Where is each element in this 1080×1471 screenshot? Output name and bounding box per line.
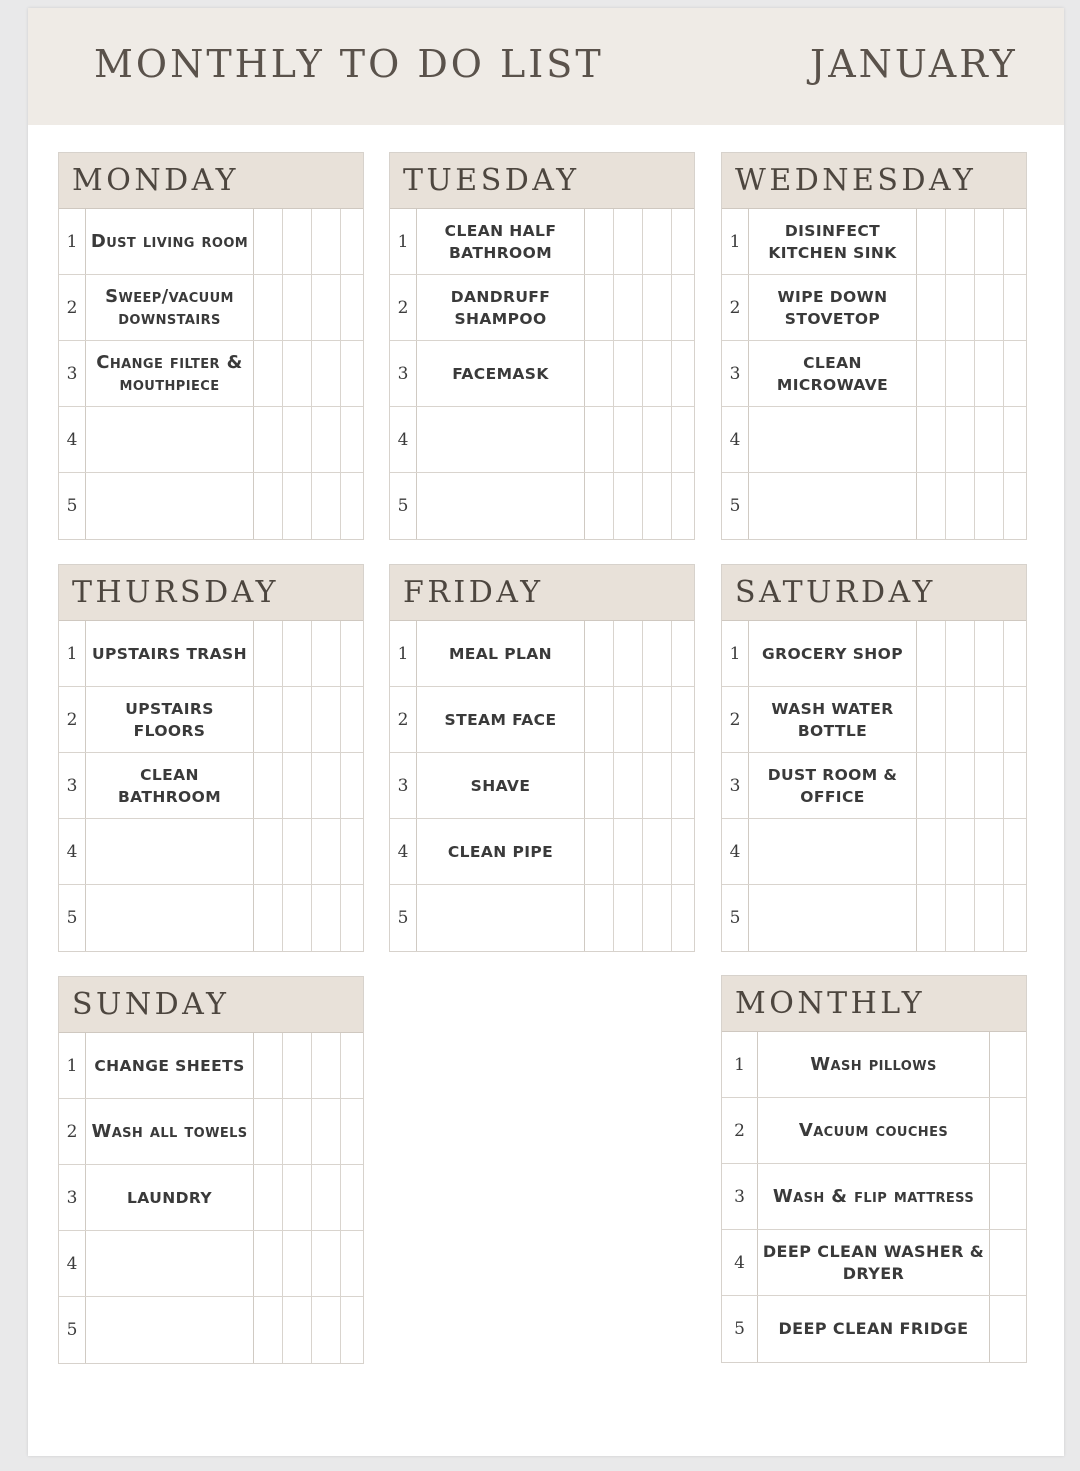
task-row — [390, 621, 694, 687]
row-number: 5 — [722, 473, 749, 539]
checkbox-cell[interactable] — [341, 885, 369, 951]
day-title: FRIDAY — [390, 565, 694, 621]
checkbox-cell[interactable] — [917, 885, 946, 951]
checkbox-cell[interactable] — [1004, 407, 1032, 472]
checkbox-cell[interactable] — [643, 819, 672, 884]
row-number: 1 — [59, 621, 86, 686]
checkbox-cell[interactable] — [917, 819, 946, 884]
checkbox-cell[interactable] — [1004, 621, 1032, 686]
row-number: 2 — [59, 687, 86, 752]
checkbox-cell[interactable] — [341, 341, 369, 406]
task-cell[interactable] — [749, 885, 917, 951]
task-cell[interactable]: GROCERY SHOP — [749, 621, 917, 686]
planner-page — [28, 8, 1064, 1456]
checkbox-cell[interactable] — [643, 473, 672, 539]
task-cell[interactable]: Wash pillows — [758, 1032, 990, 1097]
task-row — [390, 209, 694, 275]
task-row — [59, 621, 363, 687]
task-cell[interactable]: Wash all towels — [86, 1099, 254, 1164]
row-number: 1 — [390, 209, 417, 274]
task-cell[interactable]: Change filter & mouthpiece — [86, 341, 254, 406]
task-cell[interactable] — [749, 407, 917, 472]
checkbox-cell[interactable] — [975, 753, 1004, 818]
checkbox-cell[interactable] — [585, 687, 614, 752]
checkbox-cell[interactable] — [643, 885, 672, 951]
row-number: 3 — [722, 753, 749, 818]
day-title: SATURDAY — [722, 565, 1026, 621]
day-title: MONDAY — [59, 153, 363, 209]
task-cell[interactable] — [417, 407, 585, 472]
checkbox-cell[interactable] — [975, 473, 1004, 539]
checkbox-cell[interactable] — [341, 1033, 369, 1098]
task-row — [390, 687, 694, 753]
task-row — [722, 1230, 1026, 1296]
day-title: TUESDAY — [390, 153, 694, 209]
task-row — [390, 341, 694, 407]
day-card-sunday — [58, 976, 364, 1364]
checkbox-cell[interactable] — [341, 473, 369, 539]
checkbox-cell[interactable] — [672, 621, 700, 686]
checkbox-cell[interactable] — [585, 885, 614, 951]
task-row — [722, 621, 1026, 687]
page-title: MONTHLY TO DO LIST — [94, 42, 604, 86]
task-cell[interactable] — [417, 473, 585, 539]
checkbox-cell[interactable] — [917, 407, 946, 472]
task-cell[interactable] — [749, 819, 917, 884]
row-number: 5 — [59, 1297, 86, 1363]
task-row — [722, 687, 1026, 753]
checkbox-cell[interactable] — [990, 1032, 1027, 1097]
checkbox-cell[interactable] — [1004, 885, 1032, 951]
checkbox-cell[interactable] — [585, 341, 614, 406]
checkbox-cell[interactable] — [946, 621, 975, 686]
checkbox-cell[interactable] — [341, 1165, 369, 1230]
checkbox-cell[interactable] — [1004, 275, 1032, 340]
task-cell[interactable] — [86, 885, 254, 951]
checkbox-cell[interactable] — [254, 753, 283, 818]
task-cell[interactable]: Sweep/vacuum downstairs — [86, 275, 254, 340]
checkbox-cell[interactable] — [975, 275, 1004, 340]
row-number: 4 — [722, 1230, 758, 1295]
checkbox-cell[interactable] — [614, 819, 643, 884]
checkbox-cell[interactable] — [946, 407, 975, 472]
task-cell[interactable]: WASH WATER BOTTLE — [749, 687, 917, 752]
monthly-title: MONTHLY — [722, 976, 1026, 1032]
task-row — [59, 819, 363, 885]
row-number: 4 — [390, 407, 417, 472]
checkbox-cell[interactable] — [585, 621, 614, 686]
checkbox-cell[interactable] — [917, 621, 946, 686]
checkbox-cell[interactable] — [946, 819, 975, 884]
checkbox-cell[interactable] — [990, 1230, 1027, 1295]
task-row — [722, 1164, 1026, 1230]
checkbox-cell[interactable] — [585, 753, 614, 818]
task-row — [59, 275, 363, 341]
row-number: 2 — [59, 1099, 86, 1164]
row-number: 2 — [722, 687, 749, 752]
checkbox-cell[interactable] — [672, 275, 700, 340]
checkbox-cell[interactable] — [283, 621, 312, 686]
checkbox-cell[interactable] — [975, 209, 1004, 274]
checkbox-cell[interactable] — [312, 621, 341, 686]
checkbox-cell[interactable] — [254, 1165, 283, 1230]
checkbox-cell[interactable] — [341, 687, 369, 752]
task-cell[interactable]: Vacuum couches — [758, 1098, 990, 1163]
checkbox-cell[interactable] — [341, 819, 369, 884]
checkbox-cell[interactable] — [312, 1165, 341, 1230]
task-cell[interactable]: DUST ROOM & OFFICE — [749, 753, 917, 818]
checkbox-cell[interactable] — [643, 407, 672, 472]
row-number: 4 — [722, 407, 749, 472]
task-row — [390, 473, 694, 539]
checkbox-cell[interactable] — [614, 209, 643, 274]
task-row — [59, 687, 363, 753]
task-row — [390, 753, 694, 819]
checkbox-cell[interactable] — [946, 341, 975, 406]
checkbox-cell[interactable] — [283, 687, 312, 752]
checkbox-cell[interactable] — [254, 473, 283, 539]
checkbox-cell[interactable] — [614, 407, 643, 472]
task-cell[interactable]: CLEAN BATHROOM — [86, 753, 254, 818]
task-cell[interactable]: CLEAN HALF BATHROOM — [417, 209, 585, 274]
row-number: 3 — [59, 341, 86, 406]
task-row — [722, 473, 1026, 539]
task-row — [722, 1032, 1026, 1098]
day-card-thursday — [58, 564, 364, 952]
row-number: 3 — [722, 341, 749, 406]
task-row — [722, 1296, 1026, 1362]
row-number: 2 — [390, 275, 417, 340]
day-title: WEDNESDAY — [722, 153, 1026, 209]
checkbox-cell[interactable] — [283, 341, 312, 406]
checkbox-cell[interactable] — [312, 407, 341, 472]
checkbox-cell[interactable] — [917, 275, 946, 340]
month-label: JANUARY — [810, 42, 1018, 86]
row-number: 5 — [722, 885, 749, 951]
checkbox-cell[interactable] — [312, 885, 341, 951]
checkbox-cell[interactable] — [341, 1231, 369, 1296]
checkbox-cell[interactable] — [614, 341, 643, 406]
task-cell[interactable] — [749, 473, 917, 539]
checkbox-cell[interactable] — [254, 209, 283, 274]
task-cell[interactable]: FACEMASK — [417, 341, 585, 406]
row-number: 5 — [59, 885, 86, 951]
row-number: 3 — [390, 753, 417, 818]
checkbox-cell[interactable] — [946, 753, 975, 818]
checkbox-cell[interactable] — [312, 473, 341, 539]
task-cell[interactable] — [86, 1231, 254, 1296]
row-number: 3 — [59, 753, 86, 818]
checkbox-cell[interactable] — [1004, 473, 1032, 539]
checkbox-cell[interactable] — [283, 1165, 312, 1230]
checkbox-cell[interactable] — [614, 473, 643, 539]
checkbox-cell[interactable] — [254, 1231, 283, 1296]
checkbox-cell[interactable] — [614, 275, 643, 340]
row-number: 3 — [722, 1164, 758, 1229]
checkbox-cell[interactable] — [283, 1297, 312, 1363]
task-cell[interactable]: CHANGE SHEETS — [86, 1033, 254, 1098]
checkbox-cell[interactable] — [283, 407, 312, 472]
day-card-saturday — [721, 564, 1027, 952]
checkbox-cell[interactable] — [1004, 753, 1032, 818]
checkbox-cell[interactable] — [312, 753, 341, 818]
row-number: 3 — [59, 1165, 86, 1230]
checkbox-cell[interactable] — [1004, 687, 1032, 752]
checkbox-cell[interactable] — [312, 819, 341, 884]
checkbox-cell[interactable] — [975, 407, 1004, 472]
checkbox-cell[interactable] — [341, 753, 369, 818]
row-number: 3 — [390, 341, 417, 406]
checkbox-cell[interactable] — [254, 819, 283, 884]
task-row — [59, 473, 363, 539]
task-row — [59, 209, 363, 275]
row-number: 2 — [722, 275, 749, 340]
checkbox-cell[interactable] — [917, 209, 946, 274]
task-cell[interactable]: UPSTAIRS TRASH — [86, 621, 254, 686]
checkbox-cell[interactable] — [1004, 209, 1032, 274]
checkbox-cell[interactable] — [990, 1296, 1027, 1362]
task-cell[interactable]: Wash & flip mattress — [758, 1164, 990, 1229]
task-row — [59, 407, 363, 473]
checkbox-cell[interactable] — [283, 1033, 312, 1098]
task-row — [59, 1099, 363, 1165]
checkbox-cell[interactable] — [672, 885, 700, 951]
checkbox-cell[interactable] — [672, 687, 700, 752]
task-cell[interactable]: UPSTAIRS FLOORS — [86, 687, 254, 752]
checkbox-cell[interactable] — [254, 687, 283, 752]
task-row — [59, 341, 363, 407]
checkbox-cell[interactable] — [585, 819, 614, 884]
row-number: 1 — [722, 621, 749, 686]
task-row — [59, 1033, 363, 1099]
task-row — [722, 819, 1026, 885]
task-row — [722, 1098, 1026, 1164]
checkbox-cell[interactable] — [341, 621, 369, 686]
row-number: 1 — [722, 1032, 758, 1097]
task-cell[interactable] — [86, 819, 254, 884]
row-number: 4 — [722, 819, 749, 884]
task-cell[interactable] — [417, 885, 585, 951]
task-row — [722, 341, 1026, 407]
checkbox-cell[interactable] — [283, 819, 312, 884]
checkbox-cell[interactable] — [614, 753, 643, 818]
day-title: THURSDAY — [59, 565, 363, 621]
checkbox-cell[interactable] — [283, 753, 312, 818]
task-cell[interactable]: DEEP CLEAN FRIDGE — [758, 1296, 990, 1362]
checkbox-cell[interactable] — [312, 687, 341, 752]
checkbox-cell[interactable] — [341, 1297, 369, 1363]
task-row — [59, 753, 363, 819]
checkbox-cell[interactable] — [643, 621, 672, 686]
task-cell[interactable]: LAUNDRY — [86, 1165, 254, 1230]
checkbox-cell[interactable] — [672, 753, 700, 818]
task-row — [722, 885, 1026, 951]
task-cell[interactable]: CLEAN MICROWAVE — [749, 341, 917, 406]
task-cell[interactable]: DEEP CLEAN WASHER & DRYER — [758, 1230, 990, 1295]
task-cell[interactable]: DISINFECT KITCHEN SINK — [749, 209, 917, 274]
checkbox-cell[interactable] — [312, 341, 341, 406]
checkbox-cell[interactable] — [946, 473, 975, 539]
checkbox-cell[interactable] — [1004, 819, 1032, 884]
task-row — [390, 407, 694, 473]
row-number: 5 — [390, 885, 417, 951]
checkbox-cell[interactable] — [283, 209, 312, 274]
task-row — [722, 407, 1026, 473]
checkbox-cell[interactable] — [1004, 341, 1032, 406]
task-cell[interactable]: WIPE DOWN STOVETOP — [749, 275, 917, 340]
task-cell[interactable]: Dust living room — [86, 209, 254, 274]
checkbox-cell[interactable] — [341, 209, 369, 274]
checkbox-cell[interactable] — [254, 407, 283, 472]
checkbox-cell[interactable] — [254, 885, 283, 951]
checkbox-cell[interactable] — [254, 1099, 283, 1164]
checkbox-cell[interactable] — [312, 1099, 341, 1164]
checkbox-cell[interactable] — [946, 687, 975, 752]
day-card-friday — [389, 564, 695, 952]
checkbox-cell[interactable] — [990, 1164, 1027, 1229]
row-number: 2 — [722, 1098, 758, 1163]
checkbox-cell[interactable] — [254, 341, 283, 406]
checkbox-cell[interactable] — [643, 341, 672, 406]
checkbox-cell[interactable] — [643, 753, 672, 818]
checkbox-cell[interactable] — [341, 407, 369, 472]
day-title: SUNDAY — [59, 977, 363, 1033]
row-number: 4 — [390, 819, 417, 884]
checkbox-cell[interactable] — [585, 473, 614, 539]
task-cell[interactable] — [86, 407, 254, 472]
checkbox-cell[interactable] — [585, 209, 614, 274]
checkbox-cell[interactable] — [917, 753, 946, 818]
row-number: 4 — [59, 819, 86, 884]
checkbox-cell[interactable] — [672, 473, 700, 539]
row-number: 5 — [722, 1296, 758, 1362]
checkbox-cell[interactable] — [643, 275, 672, 340]
row-number: 1 — [59, 209, 86, 274]
row-number: 2 — [59, 275, 86, 340]
checkbox-cell[interactable] — [975, 687, 1004, 752]
checkbox-cell[interactable] — [585, 275, 614, 340]
row-number: 1 — [390, 621, 417, 686]
checkbox-cell[interactable] — [254, 1297, 283, 1363]
row-number: 1 — [59, 1033, 86, 1098]
checkbox-cell[interactable] — [614, 687, 643, 752]
title-banner — [28, 8, 1064, 125]
task-cell[interactable]: CLEAN PIPE — [417, 819, 585, 884]
checkbox-cell[interactable] — [312, 1231, 341, 1296]
checkbox-cell[interactable] — [254, 1033, 283, 1098]
checkbox-cell[interactable] — [283, 885, 312, 951]
checkbox-cell[interactable] — [672, 407, 700, 472]
task-row — [722, 209, 1026, 275]
checkbox-cell[interactable] — [312, 1297, 341, 1363]
row-number: 5 — [390, 473, 417, 539]
checkbox-cell[interactable] — [672, 341, 700, 406]
row-number: 2 — [390, 687, 417, 752]
checkbox-cell[interactable] — [917, 687, 946, 752]
task-row — [59, 1297, 363, 1363]
row-number: 5 — [59, 473, 86, 539]
checkbox-cell[interactable] — [975, 885, 1004, 951]
task-cell[interactable]: STEAM FACE — [417, 687, 585, 752]
task-row — [59, 1165, 363, 1231]
checkbox-cell[interactable] — [975, 819, 1004, 884]
day-card-monday — [58, 152, 364, 540]
checkbox-cell[interactable] — [283, 275, 312, 340]
task-row — [390, 819, 694, 885]
checkbox-cell[interactable] — [283, 1099, 312, 1164]
task-cell[interactable]: SHAVE — [417, 753, 585, 818]
task-row — [390, 885, 694, 951]
checkbox-cell[interactable] — [946, 209, 975, 274]
checkbox-cell[interactable] — [283, 473, 312, 539]
checkbox-cell[interactable] — [917, 341, 946, 406]
checkbox-cell[interactable] — [341, 275, 369, 340]
task-cell[interactable]: DANDRUFF SHAMPOO — [417, 275, 585, 340]
task-cell[interactable] — [86, 1297, 254, 1363]
checkbox-cell[interactable] — [643, 687, 672, 752]
checkbox-cell[interactable] — [341, 1099, 369, 1164]
task-row — [59, 885, 363, 951]
task-row — [390, 275, 694, 341]
checkbox-cell[interactable] — [672, 209, 700, 274]
checkbox-cell[interactable] — [975, 341, 1004, 406]
checkbox-cell[interactable] — [672, 819, 700, 884]
row-number: 4 — [59, 407, 86, 472]
row-number: 4 — [59, 1231, 86, 1296]
day-card-wednesday — [721, 152, 1027, 540]
task-cell[interactable]: MEAL PLAN — [417, 621, 585, 686]
checkbox-cell[interactable] — [254, 275, 283, 340]
checkbox-cell[interactable] — [946, 885, 975, 951]
checkbox-cell[interactable] — [254, 621, 283, 686]
day-card-tuesday — [389, 152, 695, 540]
row-number: 1 — [722, 209, 749, 274]
checkbox-cell[interactable] — [312, 1033, 341, 1098]
checkbox-cell[interactable] — [312, 275, 341, 340]
checkbox-cell[interactable] — [283, 1231, 312, 1296]
task-row — [722, 275, 1026, 341]
checkbox-cell[interactable] — [643, 209, 672, 274]
checkbox-cell[interactable] — [614, 621, 643, 686]
checkbox-cell[interactable] — [917, 473, 946, 539]
checkbox-cell[interactable] — [614, 885, 643, 951]
checkbox-cell[interactable] — [585, 407, 614, 472]
monthly-card — [721, 975, 1027, 1363]
checkbox-cell[interactable] — [975, 621, 1004, 686]
checkbox-cell[interactable] — [990, 1098, 1027, 1163]
task-row — [59, 1231, 363, 1297]
task-row — [722, 753, 1026, 819]
checkbox-cell[interactable] — [312, 209, 341, 274]
checkbox-cell[interactable] — [946, 275, 975, 340]
task-cell[interactable] — [86, 473, 254, 539]
